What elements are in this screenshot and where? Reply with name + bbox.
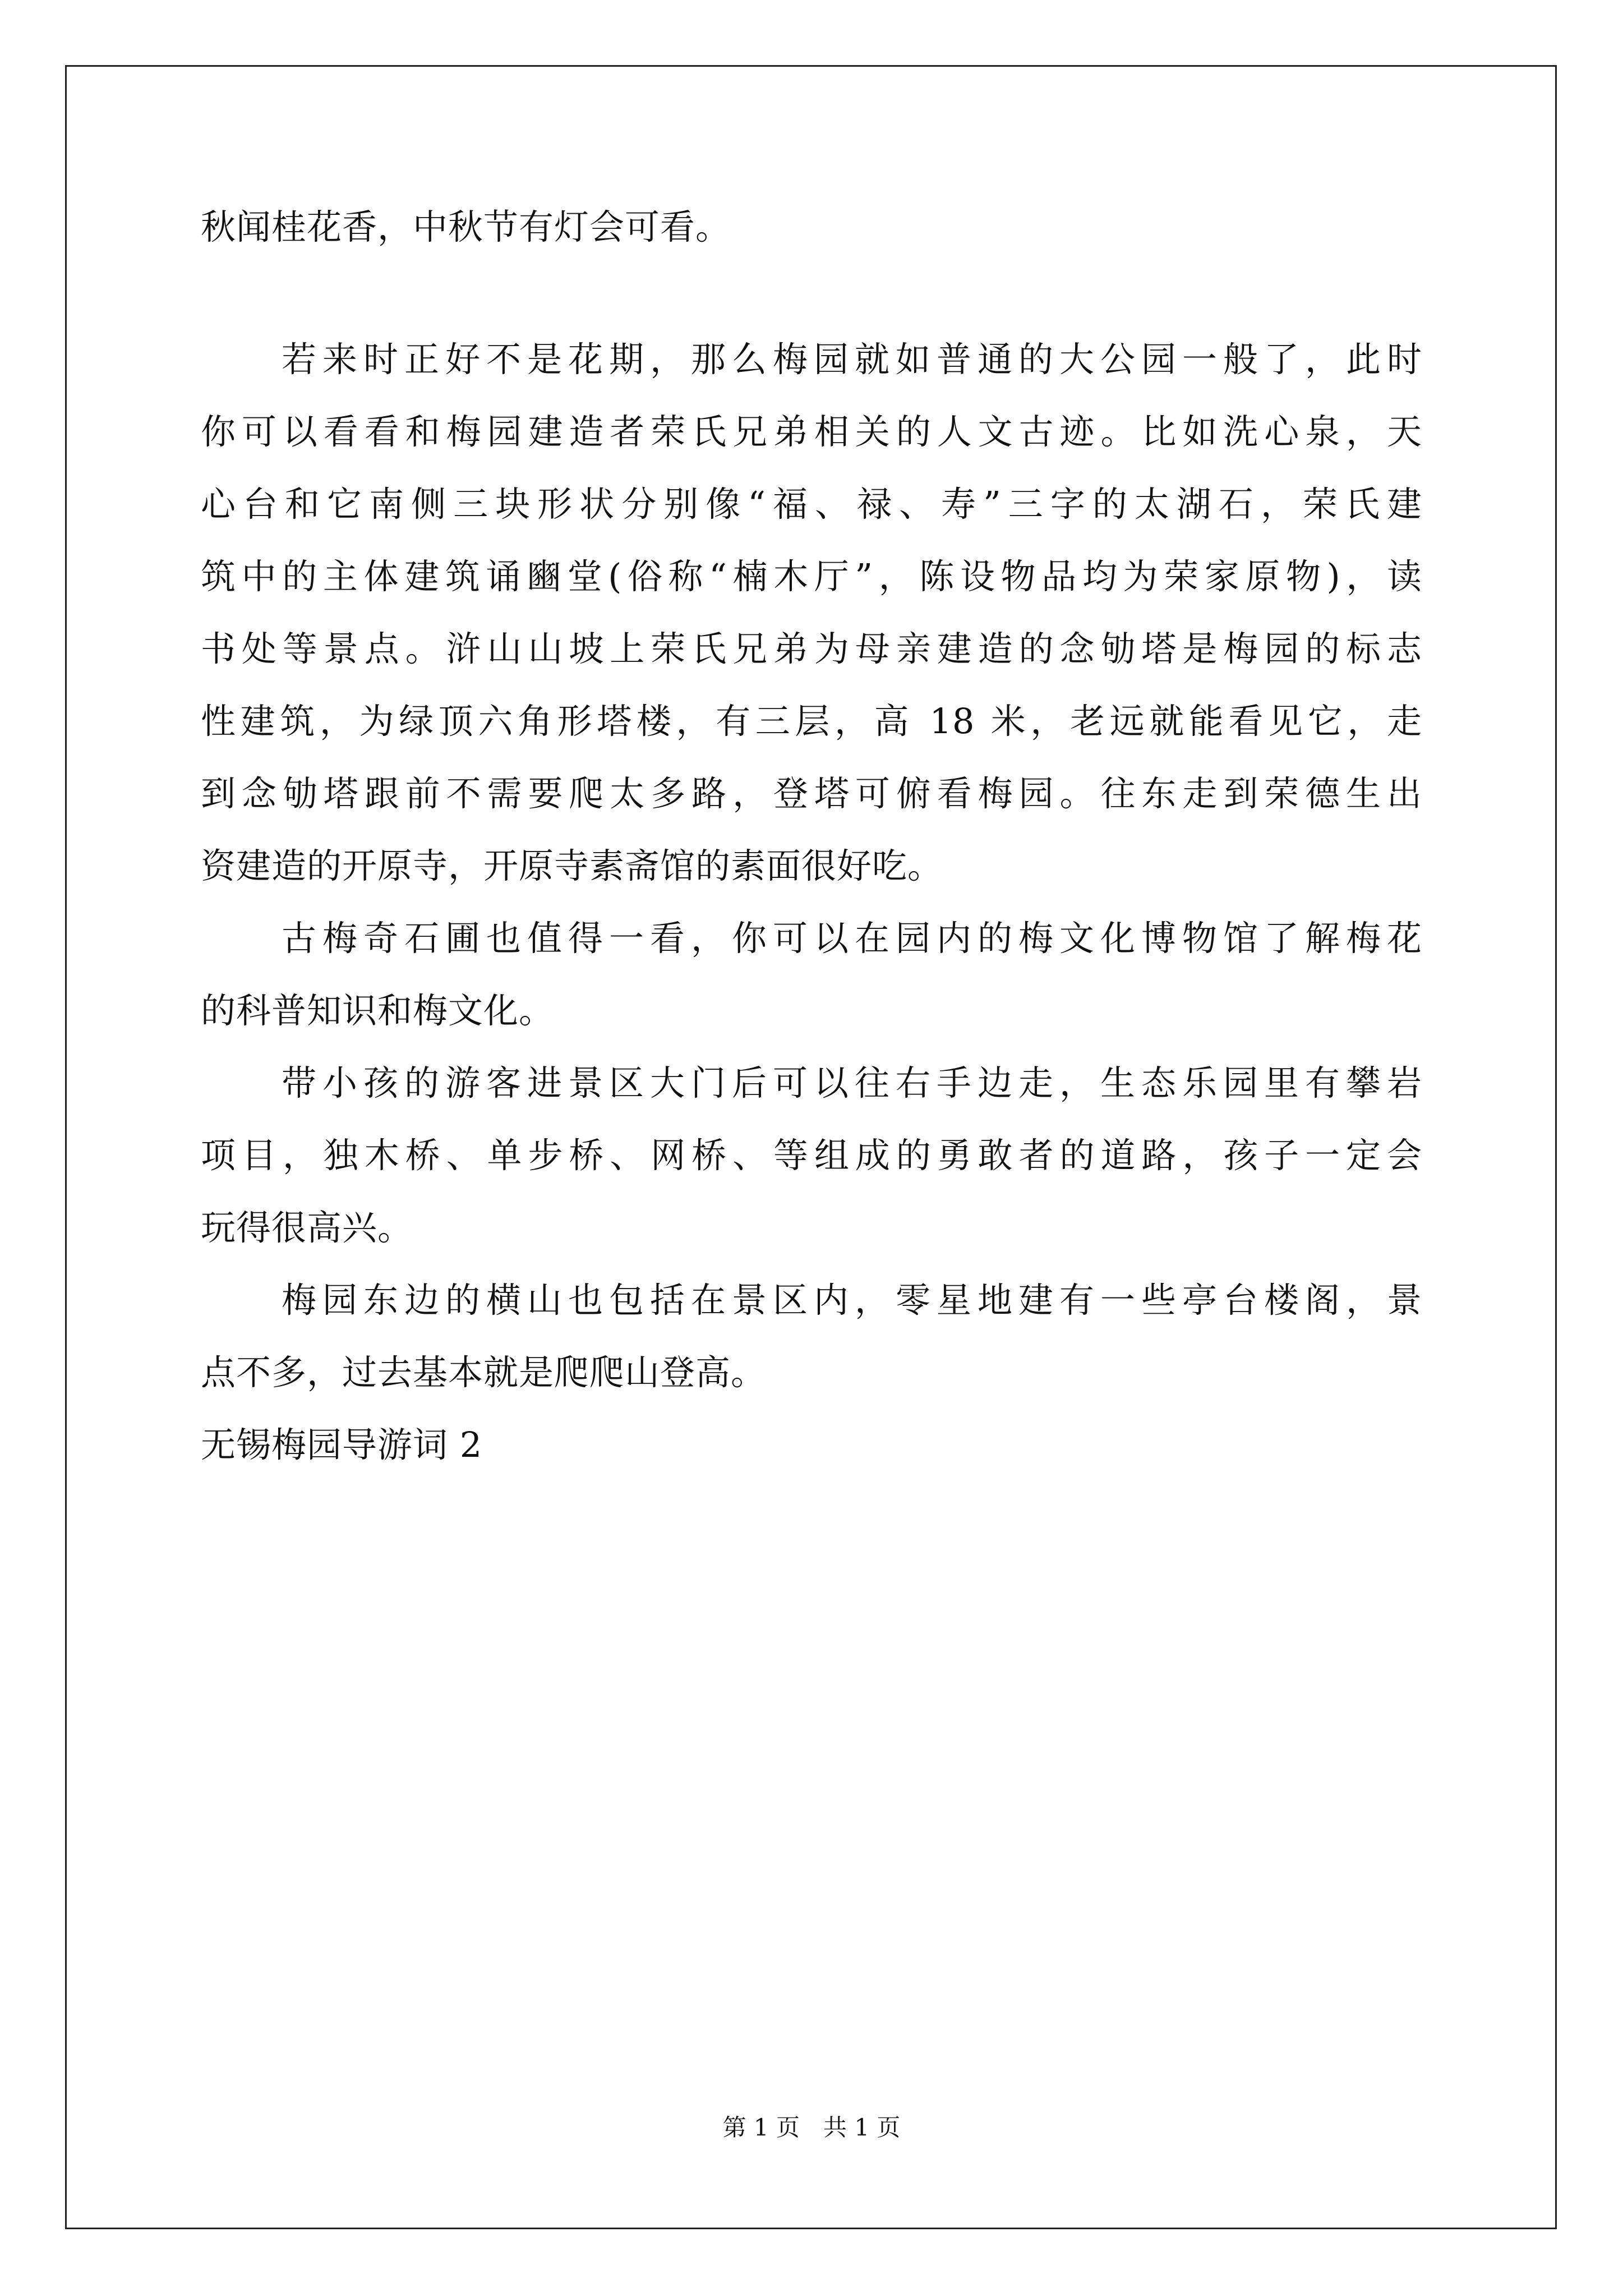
paragraph-line: 点不多，过去基本就是爬爬山登高。 [201, 1352, 767, 1393]
paragraph-line: 古梅奇石圃也值得一看，你可以在园内的梅文化博物馆了解梅花 [282, 918, 1422, 959]
paragraph-line: 带小孩的游客进景区大门后可以往右手边走，生态乐园里有攀岩 [282, 1062, 1422, 1103]
paragraph-line: 筑中的主体建筑诵豳堂(俗称“楠木厅”，陈设物品均为荣家原物)，读 [201, 556, 1422, 597]
paragraph-line: 项目，独木桥、单步桥、网桥、等组成的勇敢者的道路，孩子一定会 [201, 1135, 1422, 1176]
paragraph-line: 梅园东边的横山也包括在景区内，零星地建有一些亭台楼阁，景 [282, 1280, 1422, 1320]
paragraph-line: 资建造的开原寺，开原寺素斋馆的素面很好吃。 [201, 845, 943, 886]
paragraph-line: 的科普知识和梅文化。 [201, 990, 555, 1031]
paragraph-line: 你可以看看和梅园建造者荣氏兄弟相关的人文古迹。比如洗心泉，天 [201, 411, 1422, 452]
text-line: 秋闻桂花香，中秋节有灯会可看。 [201, 206, 731, 247]
paragraph-line: 书处等景点。浒山山坡上荣氏兄弟为母亲建造的念劬塔是梅园的标志 [201, 628, 1422, 669]
paragraph-line: 性建筑，为绿顶六角形塔楼，有三层，高 18 米，老远就能看见它，走 [201, 701, 1422, 742]
paragraph-line: 玩得很高兴。 [201, 1207, 413, 1248]
paragraph-line: 到念劬塔跟前不需要爬太多路，登塔可俯看梅园。往东走到荣德生出 [201, 773, 1422, 814]
paragraph-line: 若来时正好不是花期，那么梅园就如普通的大公园一般了，此时 [282, 339, 1422, 380]
paragraph-line: 心台和它南侧三块形状分别像“福、禄、寿”三字的太湖石，荣氏建 [201, 484, 1422, 524]
page-footer: 第 1 页 共 1 页 [722, 2114, 901, 2141]
section-heading: 无锡梅园导游词 2 [201, 1424, 483, 1465]
